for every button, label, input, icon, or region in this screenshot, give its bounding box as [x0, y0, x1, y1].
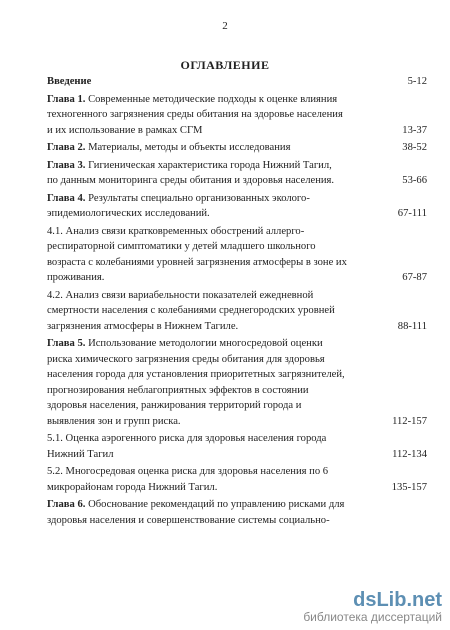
toc-entry-line: прогнозирования неблагоприятных эффектов в состоянии — [47, 384, 309, 396]
toc-entry-line: 5.1. Оценка аэрогенного риска для здоровья населения города — [47, 433, 327, 444]
toc-entry-line: возраста с колебаниями уровней загрязнения атмосферы в зоне их — [47, 256, 347, 268]
site-watermark — [303, 590, 442, 624]
page-range: 53-66 — [402, 175, 427, 186]
chapter-label: Глава 6. — [47, 499, 86, 510]
chapter-label: Глава 5. — [47, 338, 86, 349]
toc-entry-line: смертности населения с колебаниями среднегородских уровней — [47, 305, 335, 316]
toc-entry — [47, 464, 427, 495]
toc-entry — [47, 74, 427, 90]
toc-entry-line: Введение — [47, 76, 92, 87]
toc-entry — [47, 140, 427, 156]
chapter-label: Глава 2. — [47, 142, 86, 153]
toc-entry — [47, 191, 427, 222]
chapter-label: Глава 3. — [47, 159, 86, 171]
table-of-contents — [47, 74, 427, 530]
toc-entry-line: Глава 5. Использование методологии многосредовой оценки — [47, 338, 323, 349]
page-number: 2 — [222, 20, 228, 32]
page-range: 88-111 — [397, 320, 427, 332]
toc-entry — [47, 158, 427, 189]
page-range: 13-37 — [402, 124, 427, 136]
toc-entry-line: выявления зон и групп риска. — [47, 415, 181, 427]
toc-entry-line: и их использование в рамках СГМ — [47, 124, 203, 136]
toc-entry — [47, 497, 427, 528]
toc-entry-line: Глава 1. Современные методические подходы к оценке влияния — [47, 93, 338, 105]
toc-entry-line: микрорайонам города Нижний Тагил. — [47, 481, 218, 493]
toc-entry-line: Глава 4. Результаты специально организованных эколого- — [47, 192, 310, 204]
toc-entry-line: Глава 6. Обоснование рекомендаций по управлению рисками для — [47, 499, 345, 510]
toc-entry-line: эпидемиологических исследований. — [47, 208, 210, 219]
toc-entry-line: населения города для установления приоритетных загрязнителей, — [47, 369, 345, 380]
watermark-subtitle: библиотека диссертаций — [303, 610, 442, 624]
toc-entry-line: 4.1. Анализ связи кратковременных обострений аллерго- — [47, 225, 305, 237]
chapter-label: Глава 4. — [47, 192, 86, 204]
page-range: 67-111 — [397, 208, 427, 219]
toc-entry-line: проживания. — [47, 272, 105, 283]
page-range: 135-157 — [391, 481, 427, 493]
page-range: 112-134 — [392, 448, 427, 460]
toc-entry-line: по данным мониторинга среды обитания и здоровья населения. — [47, 175, 335, 186]
toc-entry-line: респираторной симптоматики у детей младшего школьного — [47, 241, 316, 252]
toc-entry-line: Глава 3. Гигиеническая характеристика города Нижний Тагил, — [47, 159, 332, 171]
toc-entry — [47, 224, 427, 286]
toc-entry-line: здоровья населения и совершенствование системы социально- — [47, 514, 330, 526]
toc-entry-line: 5.2. Многосредовая оценка риска для здоровья населения по 6 — [47, 466, 329, 477]
toc-entry-line: загрязнения атмосферы в Нижнем Тагиле. — [47, 320, 239, 332]
toc-entry — [47, 336, 427, 429]
toc-entry-line: Нижний Тагил — [47, 448, 114, 460]
toc-entry-line: риска химического загрязнения среды обитания для здоровья — [47, 353, 325, 365]
toc-entry-line: здоровья населения, ранжирования территорий города и — [47, 400, 302, 411]
page-range: 67-87 — [402, 272, 427, 283]
toc-title: ОГЛАВЛЕНИЕ — [180, 58, 270, 72]
toc-entry — [47, 288, 427, 335]
page-range: 5-12 — [407, 76, 427, 87]
toc-entry-line: 4.2. Анализ связи вариабельности показателей ежедневной — [47, 289, 314, 301]
page-range: 38-52 — [402, 142, 427, 153]
toc-entry — [47, 431, 427, 462]
toc-entry — [47, 92, 427, 139]
chapter-label: Глава 1. — [47, 93, 86, 105]
watermark-logo: dsLib.net — [353, 589, 442, 611]
toc-entry-line: Глава 2. Материалы, методы и объекты исследования — [47, 142, 291, 153]
toc-entry-line: техногенного загрязнения среды обитания на здоровье населения — [47, 109, 343, 120]
page-range: 112-157 — [392, 415, 427, 427]
